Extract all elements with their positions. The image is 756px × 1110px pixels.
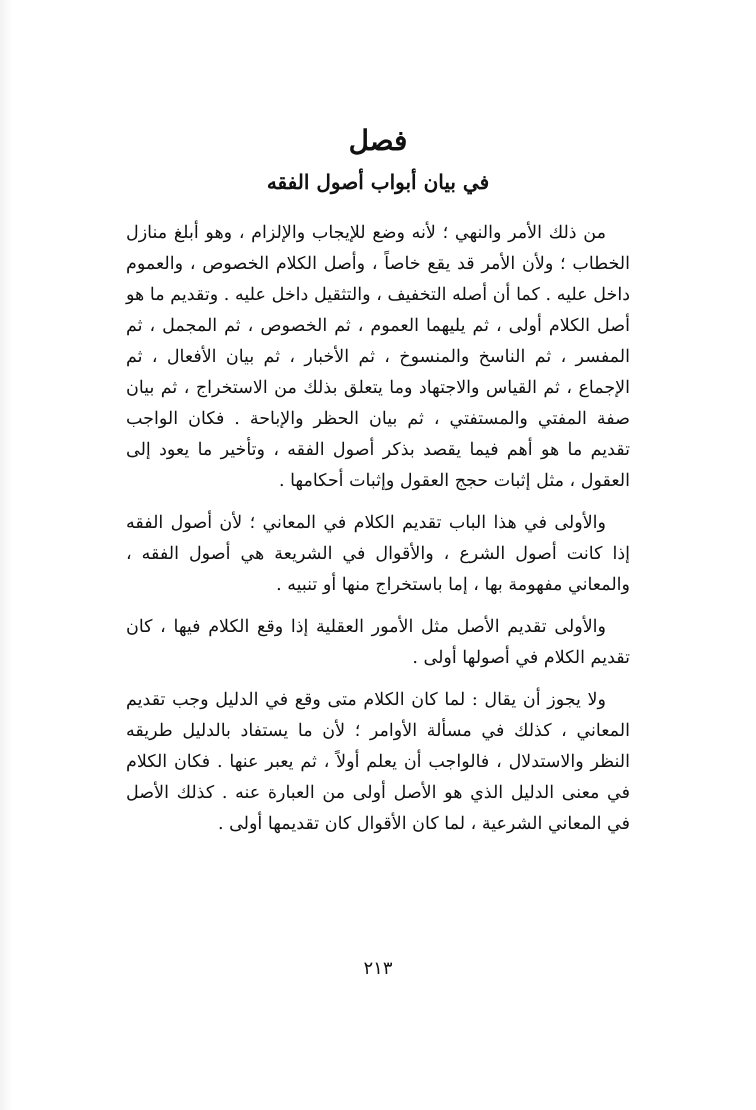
paragraph: ولا يجوز أن يقال : لما كان الكلام متى وقع في الدليل وجب تقديم المعاني ، كذلك في مسألة الأوامر ؛ لأن ما يستفاد بالدليل طريقه النظر والاستدلال ، فالواجب أن يعلم أولاً ، ثم يعبر عنها . فكان الكلام في معنى الدليل الذي هو الأصل أولى من العبارة عنه . كذلك الأصل في المعاني الشرعية ، لما كان الأقوال كان تقديمها أولى . (126, 690, 630, 834)
paragraph: من ذلك الأمر والنهي ؛ لأنه وضع للإيجاب والإلزام ، وهو أبلغ منازل الخطاب ؛ ولأن الأمر قد يقع خاصاً ، وأصل الكلام الخصوص ، والعموم داخل عليه . كما أن أصله التخفيف ، والتثقيل داخل عليه . وتقديم ما هو أصل الكلام أولى ، ثم يليهما العموم ، ثم الخصوص ، ثم المجمل ، ثم المفسر ، ثم الناسخ والمنسوخ ، ثم الأخبار ، ثم بيان الأفعال ، ثم الإجماع ، ثم القياس والاجتهاد وما يتعلق بذلك من الاستخراج ، ثم بيان صفة المفتي والمستفتي ، ثم بيان الحظر والإباحة . فكان الواجب تقديم ما هو أهم فيما يقصد بذكر أصول الفقه ، وتأخير ما يعود إلى العقول ، مثل إثبات حجج العقول وإثبات أحكامها . (126, 223, 630, 491)
paragraph: والأولى تقديم الأصل مثل الأمور العقلية إذا وقع الكلام فيها ، كان تقديم الكلام في أصولها أولى . (126, 617, 630, 668)
paragraph: والأولى في هذا الباب تقديم الكلام في المعاني ؛ لأن أصول الفقه إذا كانت أصول الشرع ، والأقوال في الشريعة هي أصول الفقه ، والمعاني مفهومة بها ، إما باستخراج منها أو تنبيه . (126, 513, 630, 595)
chapter-title: فصل (348, 124, 408, 157)
body-text (126, 218, 630, 851)
page-left-edge-shadow (0, 0, 12, 1110)
chapter-subtitle: في بيان أبواب أصول الفقه (266, 170, 490, 194)
page-number: ٢١٣ (363, 958, 393, 979)
